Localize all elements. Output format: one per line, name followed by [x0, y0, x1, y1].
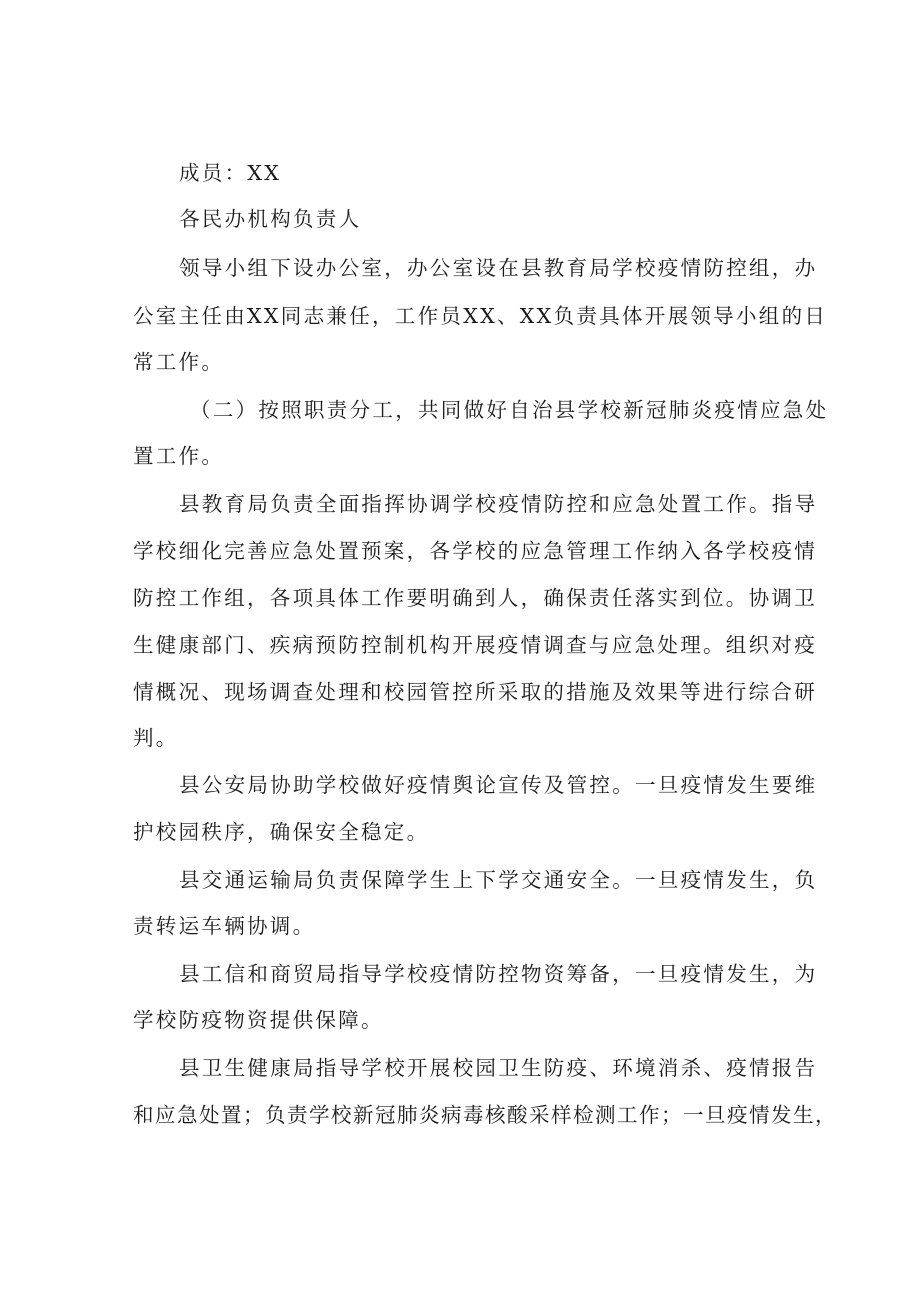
section-heading-line-1: （二）按照职责分工，共同做好自治县学校新冠肺炎疫情应急处 — [190, 398, 829, 422]
paragraph-commerce-line-1: 县工信和商贸局指导学校疫情防控物资筹备，一旦疫情发生，为 — [179, 962, 818, 986]
paragraph-education-line-5: 情概况、现场调查处理和校园管控所采取的措施及效果等进行综合研 — [133, 680, 817, 704]
paragraph-office-line-3: 常工作。 — [133, 350, 225, 374]
paragraph-education-line-2: 学校细化完善应急处置预案，各学校的应急管理工作纳入各学校疫情 — [133, 539, 817, 563]
paragraph-police-line-1: 县公安局协助学校做好疫情舆论宣传及管控。一旦疫情发生要维 — [179, 773, 818, 797]
paragraph-health-line-1: 县卫生健康局指导学校开展校园卫生防疫、环境消杀、疫情报告 — [179, 1056, 818, 1080]
section-heading-line-2: 置工作。 — [133, 444, 225, 468]
paragraph-office-line-2: 公室主任由XX同志兼任，工作员XX、XX负责具体开展领导小组的日 — [133, 304, 828, 328]
paragraph-education-line-4: 生健康部门、疾病预防控制机构开展疫情调查与应急处理。组织对疫 — [133, 633, 817, 657]
paragraph-police-line-2: 护校园秩序，确保安全稳定。 — [133, 820, 430, 844]
paragraph-education-line-3: 防控工作组，各项具体工作要明确到人，确保责任落实到位。协调卫 — [133, 586, 817, 610]
paragraph-health-line-2: 和应急处置；负责学校新冠肺炎病毒核酸采样检测工作；一旦疫情发生， — [133, 1103, 837, 1127]
paragraph-office-line-1: 领导小组下设办公室，办公室设在县教育局学校疫情防控组，办 — [179, 256, 818, 280]
paragraph-commerce-line-2: 学校防疫物资提供保障。 — [133, 1008, 384, 1032]
private-institutions-line: 各民办机构负责人 — [179, 207, 362, 231]
paragraph-education-line-1: 县教育局负责全面指挥协调学校疫情防控和应急处置工作。指导 — [179, 492, 818, 516]
paragraph-transport-line-1: 县交通运输局负责保障学生上下学交通安全。一旦疫情发生，负 — [179, 868, 818, 892]
paragraph-transport-line-2: 责转运车辆协调。 — [133, 914, 316, 938]
paragraph-education-line-6: 判。 — [133, 726, 179, 750]
members-line: 成员：XX — [179, 161, 282, 185]
